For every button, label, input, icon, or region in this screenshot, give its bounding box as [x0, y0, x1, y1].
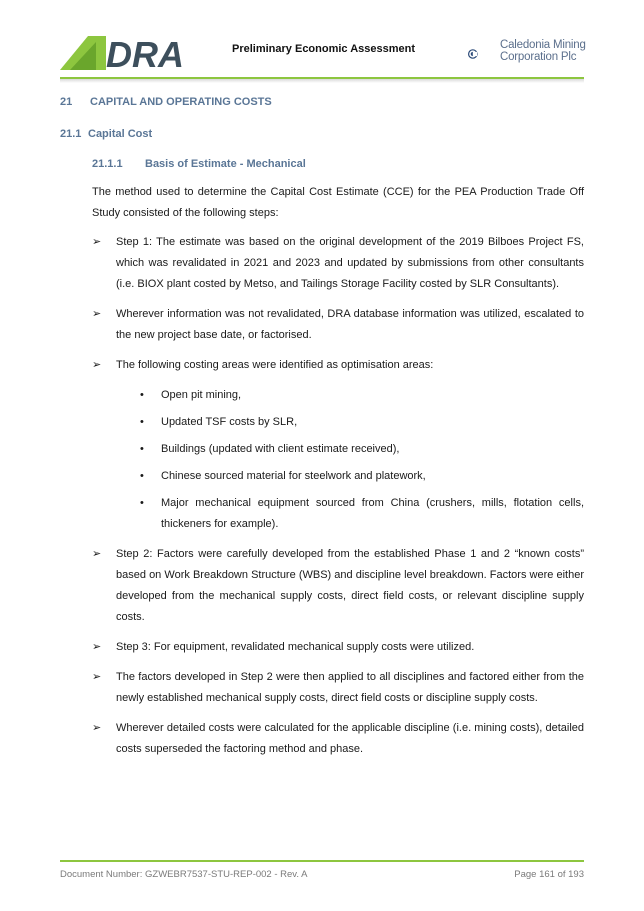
arrow-bullet-icon: ➢ — [92, 308, 102, 320]
list-item: ➢ Step 1: The estimate was based on the original development of the 2019 Bilboes Project FS, which was revalidated in 2021 and 2023 and updated by submissions from other consultants (i.e. BIOX plant costed by Metso, and Tailings Storage Facility costed by SLR Consultants). — [92, 232, 584, 295]
intro-paragraph: The method used to determine the Capital Cost Estimate (CCE) for the PEA Production Trade Off Study consisted of the following steps: — [92, 186, 584, 219]
arrow-bullet-icon: ➢ — [92, 671, 102, 683]
list-item: ➢ Step 2: Factors were carefully developed from the established Phase 1 and 2 “known costs” based on Work Breakdown Structure (WBS) and discipline level breakdown. Factors were either developed from the mechanical supply costs, direct field costs, or relevant discipline supply costs. — [92, 544, 584, 628]
subsubsection-title: Basis of Estimate - Mechanical — [145, 158, 306, 170]
dot-bullet-icon: • — [140, 443, 144, 455]
subsubsection-number: 21.1.1 — [92, 158, 123, 170]
page-number: Page 161 of 193 — [514, 869, 584, 880]
header-title: Preliminary Economic Assessment — [232, 43, 416, 55]
subsubsection-heading — [92, 158, 306, 170]
arrow-bullet-icon: ➢ — [92, 548, 102, 560]
section-title: CAPITAL AND OPERATING COSTS — [90, 96, 272, 108]
dra-logo-text: DRA — [106, 34, 184, 72]
document-number: Document Number: GZWEBR7537-STU-REP-002 - Rev. A — [60, 869, 308, 880]
arrow-bullet-icon: ➢ — [92, 722, 102, 734]
list-item: ➢ The following costing areas were identified as optimisation areas: • Open pit mining, • Updated TSF costs by SLR, • Buildings (updated with client estimate received), • Chinese sourced material for steelwork and platework, • Major mechanical equipment sourced from China (crushers, mills, flotation cells, thickeners for example). — [92, 355, 584, 535]
subsection-number: 21.1 — [60, 128, 82, 140]
optimisation-areas-list — [116, 385, 584, 535]
dot-bullet-icon: • — [140, 470, 144, 482]
sub-list-item: • Open pit mining, — [116, 385, 584, 406]
page-header — [0, 0, 644, 92]
caledonia-logo-text: Caledonia Mining Corporation Plc — [500, 39, 586, 63]
sub-list-item: • Buildings (updated with client estimate received), — [116, 439, 584, 460]
sub-list-item: • Updated TSF costs by SLR, — [116, 412, 584, 433]
section-number: 21 — [60, 96, 73, 108]
list-item: ➢ Step 3: For equipment, revalidated mechanical supply costs were utilized. — [92, 637, 584, 658]
list-item: ➢ Wherever detailed costs were calculated for the applicable discipline (i.e. mining costs), detailed costs superseded the factoring method and phase. — [92, 718, 584, 760]
list-item: ➢ Wherever information was not revalidated, DRA database information was utilized, escalated to the new project base date, or factorised. — [92, 304, 584, 346]
sub-list-item: • Chinese sourced material for steelwork and platework, — [116, 466, 584, 487]
dot-bullet-icon: • — [140, 416, 144, 428]
arrow-bullet-icon: ➢ — [92, 641, 102, 653]
header-shadow — [60, 79, 584, 83]
footer-divider — [60, 860, 584, 862]
dot-bullet-icon: • — [140, 497, 144, 509]
list-item: ➢ The factors developed in Step 2 were then applied to all disciplines and factored either from the newly established mechanical supply costs, direct field costs or discipline supply costs. — [92, 667, 584, 709]
caledonia-logo-icon — [468, 36, 504, 72]
dra-logo — [60, 32, 200, 72]
dot-bullet-icon: • — [140, 389, 144, 401]
sub-list-item: • Major mechanical equipment sourced from China (crushers, mills, flotation cells, thickeners for example). — [116, 493, 584, 535]
arrow-bullet-icon: ➢ — [92, 236, 102, 248]
subsection-heading — [60, 128, 152, 140]
subsection-title: Capital Cost — [88, 128, 153, 140]
steps-list — [92, 232, 584, 769]
arrow-bullet-icon: ➢ — [92, 359, 102, 371]
section-heading — [60, 96, 272, 108]
